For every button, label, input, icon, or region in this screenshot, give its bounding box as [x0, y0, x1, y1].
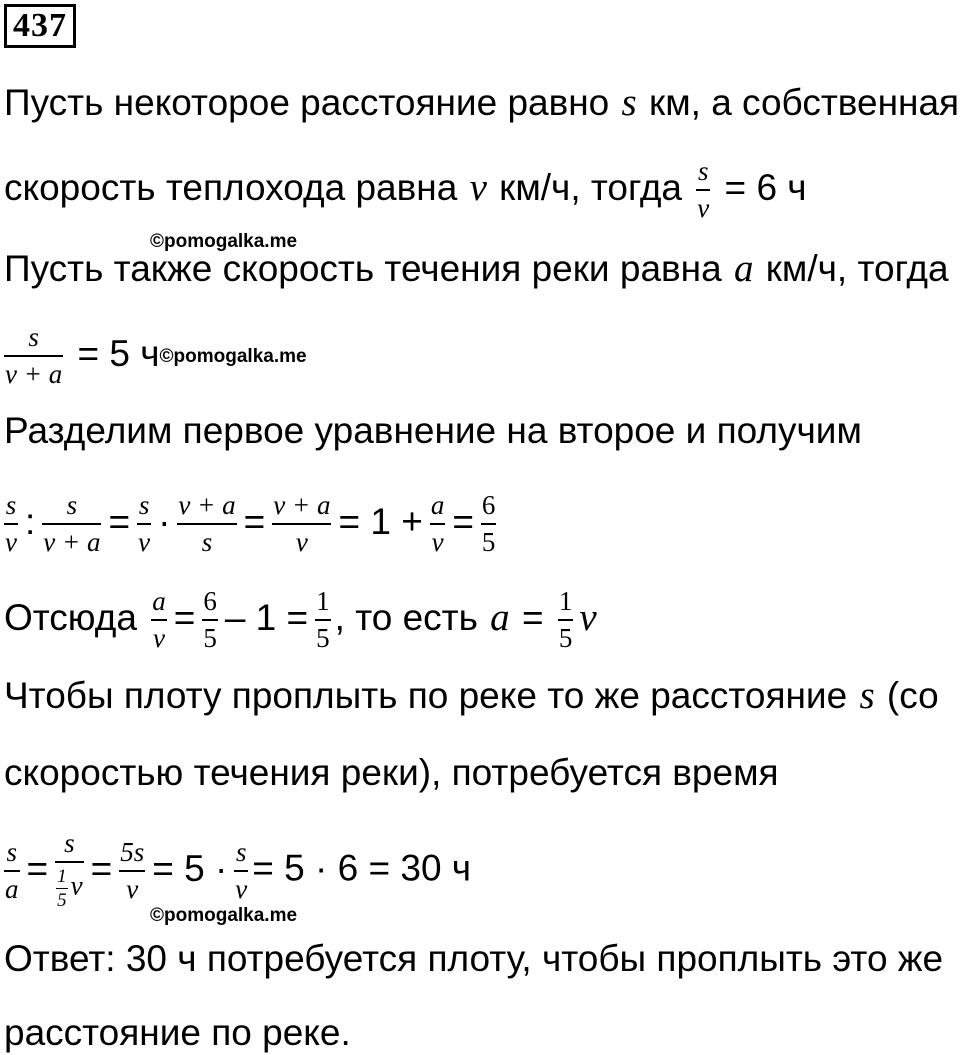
line4-after: = 5 ч — [67, 332, 160, 374]
numerator: 5s — [119, 839, 145, 872]
text-line-2 — [4, 158, 807, 222]
text-line-7 — [4, 751, 779, 795]
numerator: 1 — [315, 588, 331, 621]
fraction-6 — [430, 492, 446, 556]
denominator: v — [138, 527, 151, 557]
operator: = — [90, 847, 113, 889]
inner-var-v: v — [70, 870, 83, 901]
numerator: s — [4, 839, 20, 872]
operator: = — [452, 500, 474, 542]
eq2-middle: , то есть — [334, 596, 489, 638]
numerator: s — [42, 492, 101, 525]
denominator: 5 — [558, 623, 573, 653]
inner-denominator: 5 — [57, 890, 67, 911]
answer-line-2 — [4, 1011, 351, 1055]
operator: = — [243, 500, 266, 542]
numerator: s — [4, 492, 18, 525]
operator: = 5 · — [152, 847, 228, 889]
inner-numerator: 1 — [57, 866, 67, 887]
equation-2 — [4, 588, 599, 652]
denominator: v — [697, 193, 710, 223]
fraction-2 — [42, 492, 101, 556]
watermark-1: ©pomogalka.me — [150, 231, 298, 252]
denominator: v — [126, 873, 139, 904]
watermark-3: ©pomogalka.me — [150, 905, 298, 926]
denominator: v — [431, 527, 444, 557]
line1-after: км, а собственная — [638, 82, 960, 123]
denominator: s — [201, 527, 213, 557]
fraction-4 — [234, 836, 248, 904]
fraction-2 — [202, 588, 218, 652]
numerator: a — [151, 588, 167, 621]
denominator: v + a — [43, 527, 101, 557]
line7-text: скоростью течения реки), потребуется время — [4, 752, 779, 793]
numerator: a — [430, 492, 446, 525]
text-line-5 — [4, 409, 862, 453]
problem-number: 437 — [4, 4, 76, 48]
eq3-after: = 5 · 6 = 30 ч — [252, 847, 472, 889]
denominator: 5 — [203, 623, 217, 653]
line5-text: Разделим первое уравнение на второе и получим — [4, 410, 862, 451]
text-line-1 — [4, 81, 959, 125]
numerator: s — [4, 324, 63, 357]
operator: : — [24, 500, 36, 542]
watermark-2: ©pomogalka.me — [159, 345, 307, 367]
line2-before: скорость теплохода равна — [4, 166, 468, 208]
line1-before: Пусть некоторое расстояние равно — [4, 82, 620, 123]
inner-fraction — [56, 867, 68, 910]
line3-before: Пусть также скорость течения реки равна — [4, 248, 732, 289]
denominator: v — [235, 873, 248, 904]
fraction-2 — [55, 830, 83, 910]
fraction-3 — [119, 836, 145, 904]
denominator: 5 — [481, 527, 496, 557]
var-v: v — [579, 595, 597, 639]
equation-1 — [4, 492, 500, 556]
numerator: v + a — [177, 492, 236, 525]
fraction-5 — [272, 492, 331, 556]
answer-text-2: расстояние по реке. — [4, 1012, 351, 1053]
text-line-3 — [4, 247, 949, 291]
operator: = 1 + — [338, 500, 423, 542]
var-s: s — [859, 674, 875, 717]
text-line-6 — [4, 674, 939, 718]
fraction-4 — [558, 588, 574, 652]
numerator: 6 — [481, 492, 497, 525]
denominator: 5 — [316, 623, 330, 653]
denominator: a — [5, 873, 19, 904]
fraction-s-over-v-plus-a — [4, 324, 63, 388]
fraction-1 — [4, 492, 18, 556]
var-v: v — [469, 165, 487, 209]
fraction-3 — [137, 492, 151, 556]
operator: = — [173, 596, 196, 638]
denominator: v — [295, 527, 308, 557]
numerator: s — [55, 830, 83, 863]
text-line-4 — [4, 324, 307, 388]
line2-after: = 6 ч — [714, 166, 807, 208]
var-a: a — [733, 247, 754, 290]
denominator: v — [5, 527, 17, 557]
var-s: s — [621, 81, 637, 124]
numerator: 1 — [558, 588, 574, 621]
denominator — [55, 863, 83, 910]
numerator: v + a — [272, 492, 331, 525]
operator: = — [26, 847, 49, 889]
fraction-s-over-v — [696, 158, 710, 222]
fraction-3 — [315, 588, 331, 652]
fraction-7 — [481, 492, 497, 556]
denominator: v — [152, 623, 165, 653]
numerator: s — [234, 839, 248, 872]
answer-line-1 — [4, 937, 943, 981]
denominator: v + a — [5, 359, 63, 389]
fraction-1 — [4, 836, 20, 904]
operator: = — [511, 596, 554, 638]
line6-before: Чтобы плоту проплыть по реке то же расстояние — [4, 675, 858, 716]
eq2-before: Отсюда — [4, 596, 148, 638]
operator: · — [158, 500, 171, 542]
var-a: a — [490, 595, 510, 639]
operator: – 1 = — [224, 596, 309, 638]
fraction-1 — [151, 588, 167, 652]
numerator: 6 — [202, 588, 218, 621]
line2-middle: км/ч, тогда — [488, 166, 693, 208]
line3-after: км/ч, тогда — [755, 248, 949, 289]
line6-after: (со — [876, 675, 939, 716]
operator: = — [108, 500, 131, 542]
numerator: s — [696, 158, 710, 191]
equation-3 — [4, 830, 471, 910]
answer-text-1: Ответ: 30 ч потребуется плоту, чтобы проплыть это же — [4, 938, 944, 979]
numerator: s — [137, 492, 151, 525]
fraction-4 — [177, 492, 236, 556]
